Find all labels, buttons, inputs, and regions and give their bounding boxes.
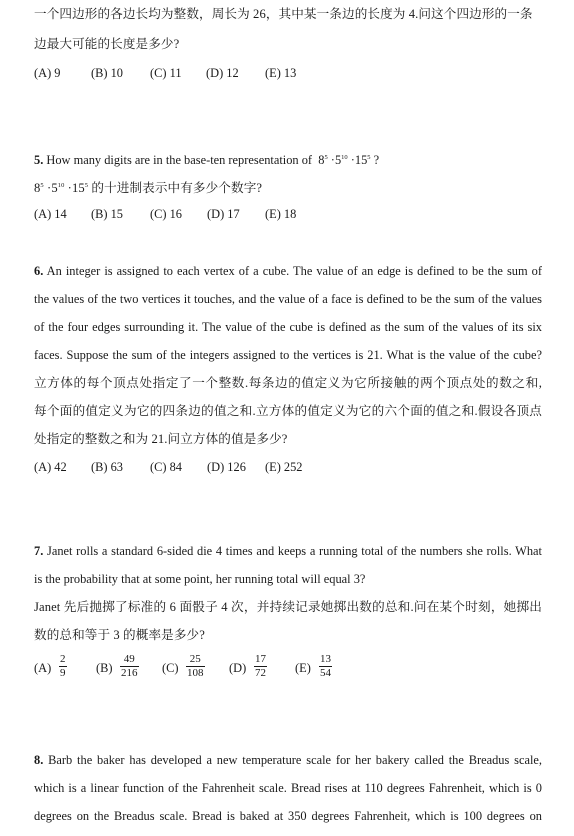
q5-expression: $8^5 \cdot 5^{10} \cdot 15^5$ [318, 153, 371, 167]
q5-option-c: (C) 16 [150, 207, 183, 221]
q6-text-line-1: 6. An integer is assigned to each vertex of a cube. The value of an edge is defined to be the sum of [34, 264, 542, 278]
q6-cn-line-3: 处指定的整数之和为 21.问立方体的值是多少? [34, 432, 288, 446]
q6-text-line-4: faces. Suppose the sum of the integers assigned to the vertices is 21. What is the value of the cube? [34, 348, 542, 362]
q6-cn-line-2: 每个面的值定义为它的四条边的值之和.立方体的值定义为它的六个面的值之和.假设各顶点 [34, 404, 542, 418]
q5-number: 5. [34, 153, 44, 167]
q4-option-a: (A) 9 [34, 66, 61, 80]
q5-expression-cn: $8^5 \cdot 5^{10} \cdot 15^5$ [34, 181, 89, 195]
q5-text: How many digits are in the base-ten representation of [46, 153, 313, 167]
q4-text-line-1: 一个四边形的各边长均为整数，周长为 26，其中某一条边的长度为 4.问这个四边形的一条 [34, 7, 533, 21]
q4-option-d: (D) 12 [206, 66, 239, 80]
q5-option-d: (D) 17 [207, 207, 240, 221]
q6-text-line-2: the values of the two vertices it touches, and the value of a face is defined to be the sum of the values [34, 292, 542, 306]
q8-number: 8. [34, 753, 44, 767]
q5-option-a: (A) 14 [34, 207, 67, 221]
q4-option-b: (B) 10 [91, 66, 124, 80]
q6-option-a: (A) 42 [34, 460, 67, 474]
q4-text-line-2: 边最大可能的长度是多少? [34, 37, 180, 51]
q5-text-line-2-cn: $8^5 \cdot 5^{10} \cdot 15^5$ 的十进制表示中有多少个数字? [34, 181, 263, 195]
q7-text-line-1: 7. Janet rolls a standard 6-sided die 4 times and keeps a running total of the numbers she rolls. What [34, 544, 542, 558]
q4-option-e: (E) 13 [265, 66, 297, 80]
q6-option-c: (C) 84 [150, 460, 183, 474]
q7-number: 7. [34, 544, 44, 558]
q5-option-e: (E) 18 [265, 207, 297, 221]
q5-text-line-1 [34, 150, 542, 168]
q5-option-b: (B) 15 [91, 207, 124, 221]
q6-option-b: (B) 63 [91, 460, 124, 474]
q8-text-line-2: which is a linear function of the Fahrenheit scale. Bread rises at 110 degrees Fahrenheit, which is 0 [34, 781, 542, 795]
q7-options: (A) $\frac{2}{9}$ (B) $\frac{49}{216}$ (C) $\frac{25}{108}$ (D) $\frac{17}{72}$ (E) $\frac{13}{54}$ [34, 653, 331, 679]
q6-number: 6. [34, 264, 44, 278]
q7-cn-line-1: Janet 先后抛掷了标准的 6 面骰子 4 次，并持续记录她掷出数的总和.问在某个时刻，她掷出 [34, 600, 542, 614]
q7-text-line-2: is the probability that at some point, her running total will equal 3? [34, 572, 366, 586]
q7-cn-line-2: 数的总和等于 3 的概率是多少? [34, 628, 205, 642]
q6-option-e: (E) 252 [265, 460, 303, 474]
q6-option-d: (D) 126 [207, 460, 246, 474]
q8-text-line-1: 8. Barb the baker has developed a new temperature scale for her bakery called the Breadus scale, [34, 753, 542, 767]
q8-text-line-3: degrees on the Breadus scale. Bread is baked at 350 degrees Fahrenheit, which is 100 degrees on [34, 809, 542, 823]
q5-question-mark: ? [373, 153, 380, 167]
q4-options [34, 65, 534, 81]
q5-options [34, 206, 534, 222]
q6-text-line-3: of the four edges surrounding it. The value of the cube is defined as the sum of the values of its six [34, 320, 542, 334]
q4-option-c: (C) 11 [150, 66, 182, 80]
q6-options [34, 459, 534, 475]
q6-cn-line-1: 立方体的每个顶点处指定了一个整数.每条边的值定义为它所接触的两个顶点处的数之和, [34, 376, 542, 390]
